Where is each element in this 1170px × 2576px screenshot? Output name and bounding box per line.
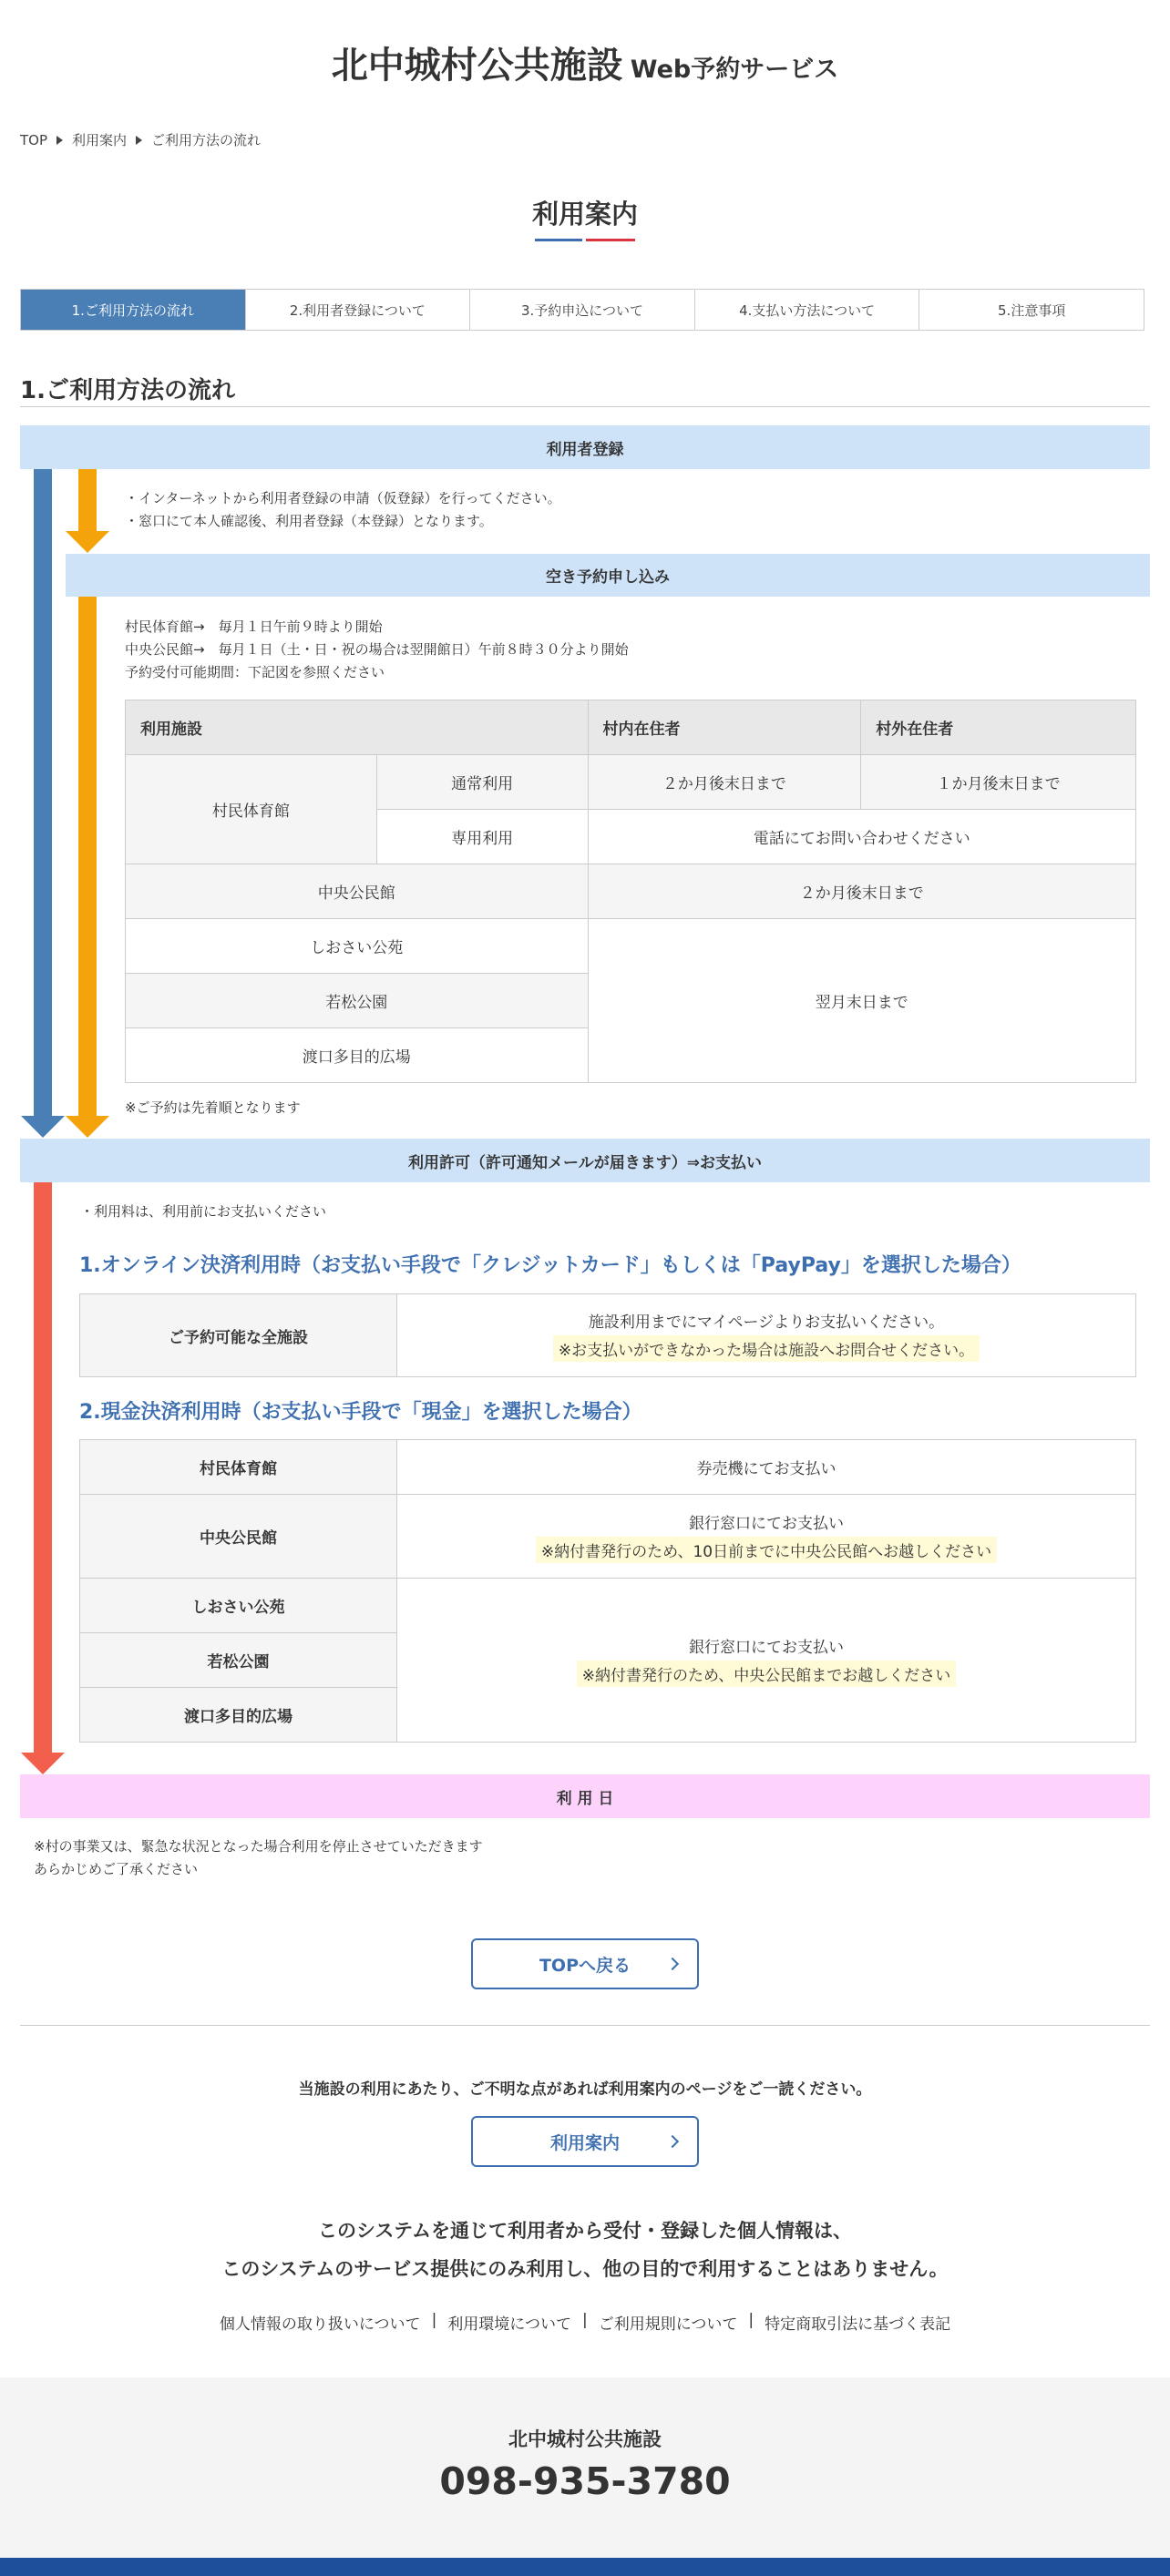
link-rules[interactable]: ご利用規則について <box>598 2315 738 2334</box>
table-cell <box>397 1294 1136 1377</box>
table-cell: ２か月後末日まで <box>588 864 1135 919</box>
tab-reservation[interactable]: 3.予約申込について <box>469 290 694 330</box>
step-permit: 利用許可（許可通知メールが届きます）⇒お支払い <box>20 1139 1150 1182</box>
table-cell: 中央公民館 <box>126 864 589 919</box>
cell-text: 銀行窓口にてお支払い <box>689 1514 844 1533</box>
flow-arrow-red <box>34 1182 52 1753</box>
step-reserve: 空き予約申し込み <box>66 554 1150 597</box>
note-line: 予約受付可能期間：下記図を参照ください <box>125 664 385 680</box>
table-cell <box>397 1579 1136 1743</box>
flow-arrow-orange <box>78 469 97 533</box>
privacy-line: このシステムを通じて利用者から受付・登録した個人情報は、 <box>318 2220 852 2242</box>
table-cell: 翌月末日まで <box>588 919 1135 1083</box>
table-cell: 村民体育館 <box>80 1440 397 1495</box>
tab-bar <box>20 289 1144 331</box>
site-subtitle: Web予約サービス <box>630 56 839 84</box>
button-label: 利用案内 <box>549 2132 620 2153</box>
table-cell: 電話にてお問い合わせください <box>588 810 1135 864</box>
register-notes <box>125 487 561 533</box>
arrow-head-icon <box>66 531 109 553</box>
note-line: 中央公民館→ 毎月１日（土・日・祝の場合は翌開館日）午前８時３０分より開始 <box>125 641 629 658</box>
tab-payment[interactable]: 4.支払い方法について <box>694 290 919 330</box>
table-cell: しおさい公苑 <box>126 919 589 974</box>
info-text: 当施設の利用にあたり、ご不明な点があれば利用案内のページをご一読ください。 <box>298 2080 872 2099</box>
table-header: 村外在住者 <box>861 700 1136 755</box>
footer-links <box>0 2311 1170 2334</box>
table-cell: しおさい公苑 <box>80 1579 397 1633</box>
arrow-head-icon <box>21 1116 65 1138</box>
table-cell: 渡口多目的広場 <box>80 1688 397 1743</box>
table-header: 村内在住者 <box>588 700 861 755</box>
arrow-head-icon <box>21 1753 65 1774</box>
footer-name: 北中城村公共施設 <box>508 2428 662 2450</box>
table-cell: 若松公園 <box>126 974 589 1028</box>
note-line: あらかじめご了承ください <box>34 1861 199 1877</box>
tab-user-registration[interactable]: 2.利用者登録について <box>245 290 470 330</box>
link-separator: | <box>581 2311 588 2329</box>
online-heading: 1.オンライン決済利用時（お支払い手段で「クレジットカード」もしくは「PayPay」を選択した場合） <box>79 1254 1021 1277</box>
link-separator: | <box>431 2311 437 2329</box>
privacy-statement <box>0 2212 1170 2288</box>
flow-arrow-blue <box>34 469 52 1116</box>
privacy-line: このシステムのサービス提供にのみ利用し、他の目的で利用することはありません。 <box>221 2258 949 2280</box>
table-cell: 村民体育館 <box>126 755 377 864</box>
table-cell: 渡口多目的広場 <box>126 1028 589 1083</box>
cash-payment-table <box>79 1439 1136 1743</box>
table-cell: 専用利用 <box>376 810 588 864</box>
divider <box>20 406 1150 407</box>
guide-button[interactable] <box>471 2116 699 2167</box>
link-privacy[interactable]: 個人情報の取り扱いについて <box>219 2315 421 2334</box>
online-payment-table <box>79 1293 1136 1377</box>
cell-note: ※納付書発行のため、中央公民館までお越しください <box>577 1661 957 1687</box>
chevron-right-icon <box>666 1958 679 1970</box>
note-line: ・インターネットから利用者登録の申請（仮登録）を行ってください。 <box>125 490 561 506</box>
reserve-footnote: ※ご予約は先着順となります <box>125 1099 301 1116</box>
table-cell <box>397 1495 1136 1579</box>
breadcrumb-arrow-icon <box>136 136 142 145</box>
note-line: ・窓口にて本人確認後、利用者登録（本登録）となります。 <box>125 513 493 529</box>
link-commerce-law[interactable]: 特定商取引法に基づく表記 <box>765 2315 951 2334</box>
breadcrumb-top[interactable]: TOP <box>20 131 48 148</box>
flow-arrow-orange <box>78 597 97 1116</box>
table-cell: １か月後末日まで <box>861 755 1136 810</box>
footer-phone: 098-935-3780 <box>439 2459 731 2503</box>
cash-heading: 2.現金決済利用時（お支払い手段で「現金」を選択した場合） <box>79 1401 642 1424</box>
site-name: 北中城村公共施設 <box>331 45 623 87</box>
link-separator: | <box>748 2311 754 2329</box>
step-register: 利用者登録 <box>20 425 1150 469</box>
note-line: 村民体育館→ 毎月１日午前９時より開始 <box>125 618 383 635</box>
usage-notes <box>34 1835 483 1881</box>
table-cell: ２か月後末日まで <box>588 755 861 810</box>
note-line: ※村の事業又は、緊急な状況となった場合利用を停止させていただきます <box>34 1838 483 1855</box>
breadcrumb-guide[interactable]: 利用案内 <box>72 132 128 148</box>
availability-table <box>125 700 1136 1083</box>
title-underline <box>535 239 635 241</box>
section-heading: 1.ご利用方法の流れ <box>20 377 235 404</box>
link-environment[interactable]: 利用環境について <box>447 2315 571 2334</box>
chevron-right-icon <box>666 2135 679 2148</box>
breadcrumb-current: ご利用方法の流れ <box>151 132 262 148</box>
breadcrumb-arrow-icon <box>56 136 63 145</box>
table-cell: 中央公民館 <box>80 1495 397 1579</box>
cell-text: 施設利用までにマイページよりお支払いください。 <box>588 1314 945 1332</box>
breadcrumb <box>20 130 261 149</box>
footer <box>0 2377 1170 2558</box>
tab-notes[interactable]: 5.注意事項 <box>919 290 1144 330</box>
arrow-head-icon <box>66 1116 109 1138</box>
permit-note: ・利用料は、利用前にお支払いください <box>80 1203 327 1220</box>
tab-usage-flow[interactable]: 1.ご利用方法の流れ <box>21 290 245 330</box>
divider <box>20 2025 1150 2026</box>
site-title <box>0 36 1170 88</box>
table-cell: ご予約可能な全施設 <box>80 1294 397 1377</box>
button-label: TOPへ戻る <box>539 1955 631 1976</box>
step-usage-day: 利 用 日 <box>20 1774 1150 1818</box>
table-header: 利用施設 <box>126 700 589 755</box>
table-cell: 通常利用 <box>376 755 588 810</box>
footer-bar <box>0 2558 1170 2576</box>
page-title: 利用案内 <box>531 199 638 230</box>
table-cell: 券売機にてお支払い <box>397 1440 1136 1495</box>
cell-text: 銀行窓口にてお支払い <box>689 1638 844 1657</box>
reserve-notes <box>125 616 629 684</box>
cell-note: ※お支払いができなかった場合は施設へお問合せください。 <box>553 1335 980 1362</box>
back-to-top-button[interactable] <box>471 1938 699 1989</box>
cell-note: ※納付書発行のため、10日前までに中央公民館へお越しください <box>536 1537 997 1563</box>
table-cell: 若松公園 <box>80 1633 397 1688</box>
